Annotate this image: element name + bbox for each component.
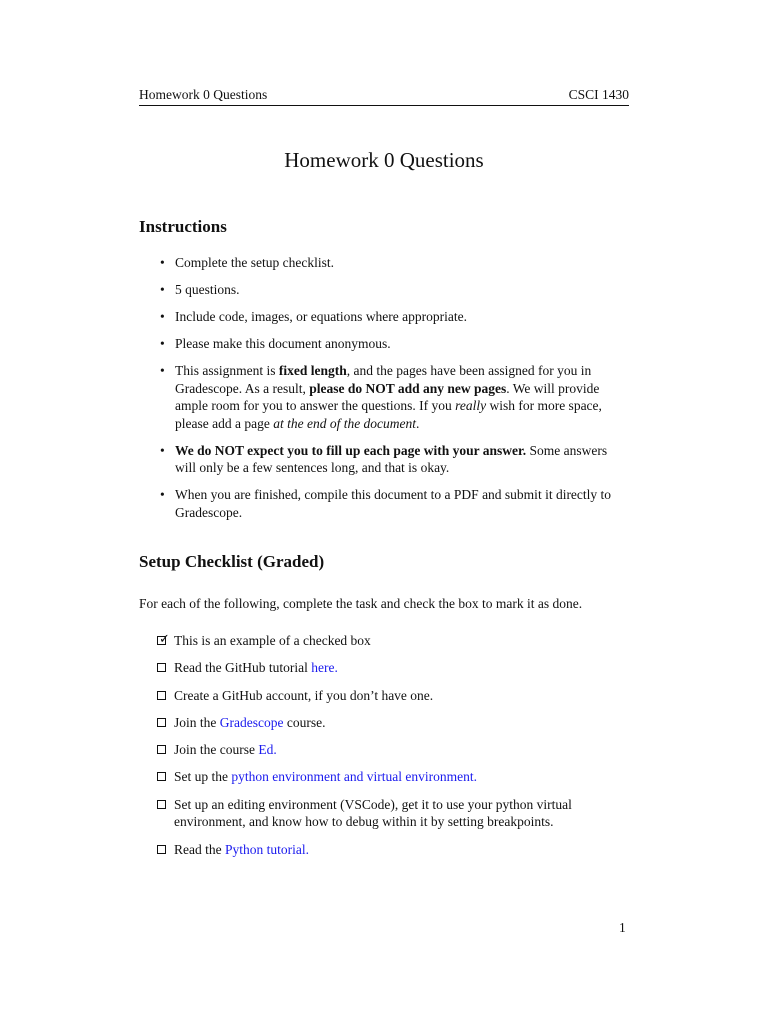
checklist-item bbox=[157, 741, 630, 759]
list-item bbox=[160, 308, 630, 326]
checkbox[interactable] bbox=[157, 845, 166, 854]
bullet-icon: • bbox=[160, 442, 165, 458]
list-item-text: When you are finished, compile this document to a PDF and submit it directly to Gradescope. bbox=[175, 487, 612, 520]
checkbox[interactable] bbox=[157, 663, 166, 672]
bullet-icon: • bbox=[160, 336, 165, 351]
emphasis-end-of-document: at the end of the document bbox=[273, 415, 417, 431]
instructions-heading: Instructions bbox=[139, 217, 227, 236]
checklist-item-text: Join the bbox=[174, 714, 220, 730]
text-run: wish for more space, please add a page bbox=[175, 398, 602, 431]
checklist-item bbox=[157, 714, 630, 732]
bullet-icon: • bbox=[160, 363, 165, 378]
text-run: This assignment is bbox=[175, 363, 279, 378]
emphasis-fixed-length: fixed length bbox=[278, 363, 347, 378]
text-run: . We will provide ample room for you to answer the questions. If you bbox=[175, 380, 600, 413]
text-run: . bbox=[416, 415, 420, 431]
checklist-item bbox=[157, 841, 630, 859]
checkbox-checked[interactable] bbox=[157, 632, 170, 647]
list-item-text: Include code, images, or equations where appropriate. bbox=[175, 309, 468, 324]
checklist-item-text: Read the bbox=[174, 841, 225, 857]
checklist-item-text: This is an example of a checked box bbox=[174, 633, 371, 648]
list-item-text: Complete the setup checklist. bbox=[175, 255, 334, 270]
checkbox[interactable] bbox=[157, 745, 166, 754]
emphasis-no-new-pages: please do NOT add any new pages bbox=[309, 380, 507, 396]
bullet-icon: • bbox=[160, 487, 165, 502]
checklist-heading: Setup Checklist (Graded) bbox=[139, 552, 325, 571]
emphasis-expectation: We do NOT expect you to fill up each page with your answer. bbox=[175, 442, 527, 458]
list-item-text: 5 questions. bbox=[175, 282, 240, 297]
checkbox[interactable] bbox=[157, 800, 166, 809]
header-course-code: CSCI 1430 bbox=[568, 87, 629, 102]
checklist-item bbox=[157, 768, 630, 786]
page-title: Homework 0 Questions bbox=[284, 148, 484, 172]
checklist-item bbox=[157, 632, 630, 650]
check-icon: ✓ bbox=[159, 632, 170, 647]
list-item-text: Please make this document anonymous. bbox=[175, 336, 391, 351]
list-item bbox=[160, 335, 630, 353]
emphasis-really: really bbox=[455, 398, 487, 413]
bullet-icon: • bbox=[160, 309, 165, 324]
checklist-item bbox=[157, 796, 630, 831]
header-course-title: Homework 0 Questions bbox=[139, 87, 268, 102]
instructions-list bbox=[160, 254, 630, 531]
checklist-item-text: course. bbox=[283, 714, 326, 730]
checklist-item-text: Set up an editing environment (VSCode), get it to use your python virtual environment, and know how to debug within it by setting breakpoints. bbox=[174, 796, 572, 830]
checkbox[interactable] bbox=[157, 718, 166, 727]
text-run: Some answers will only be a few sentences long, and that is okay. bbox=[175, 442, 608, 475]
gradescope-link[interactable]: Gradescope bbox=[219, 714, 284, 730]
bullet-icon: • bbox=[160, 255, 165, 270]
list-item bbox=[160, 442, 630, 477]
list-item bbox=[160, 486, 630, 521]
checklist-item bbox=[157, 687, 630, 705]
checklist-item bbox=[157, 659, 630, 677]
list-item bbox=[160, 362, 630, 432]
checklist-intro: For each of the following, complete the task and check the box to mark it as done. bbox=[139, 596, 583, 611]
page-number: 1 bbox=[619, 920, 626, 935]
bullet-icon: • bbox=[160, 282, 165, 297]
text-run: , and the pages have been assigned for you in Gradescope. As a result, bbox=[175, 363, 592, 396]
setup-checklist bbox=[157, 632, 630, 868]
checkbox[interactable] bbox=[157, 772, 166, 781]
python-environment-link[interactable]: python environment and virtual environment. bbox=[231, 769, 477, 785]
checklist-item-text: Read the GitHub tutorial bbox=[174, 660, 312, 676]
list-item bbox=[160, 281, 630, 299]
list-item bbox=[160, 254, 630, 272]
checklist-item-text: Join the course bbox=[174, 742, 259, 758]
checklist-item-text: Set up the bbox=[174, 769, 232, 785]
checklist-item-text: Create a GitHub account, if you don’t have one. bbox=[174, 687, 434, 703]
python-tutorial-link[interactable]: Python tutorial. bbox=[224, 841, 309, 857]
ed-link[interactable]: Ed. bbox=[258, 742, 277, 758]
header-rule bbox=[139, 105, 629, 106]
checkbox[interactable] bbox=[157, 691, 166, 700]
github-tutorial-link[interactable]: here. bbox=[311, 660, 338, 676]
